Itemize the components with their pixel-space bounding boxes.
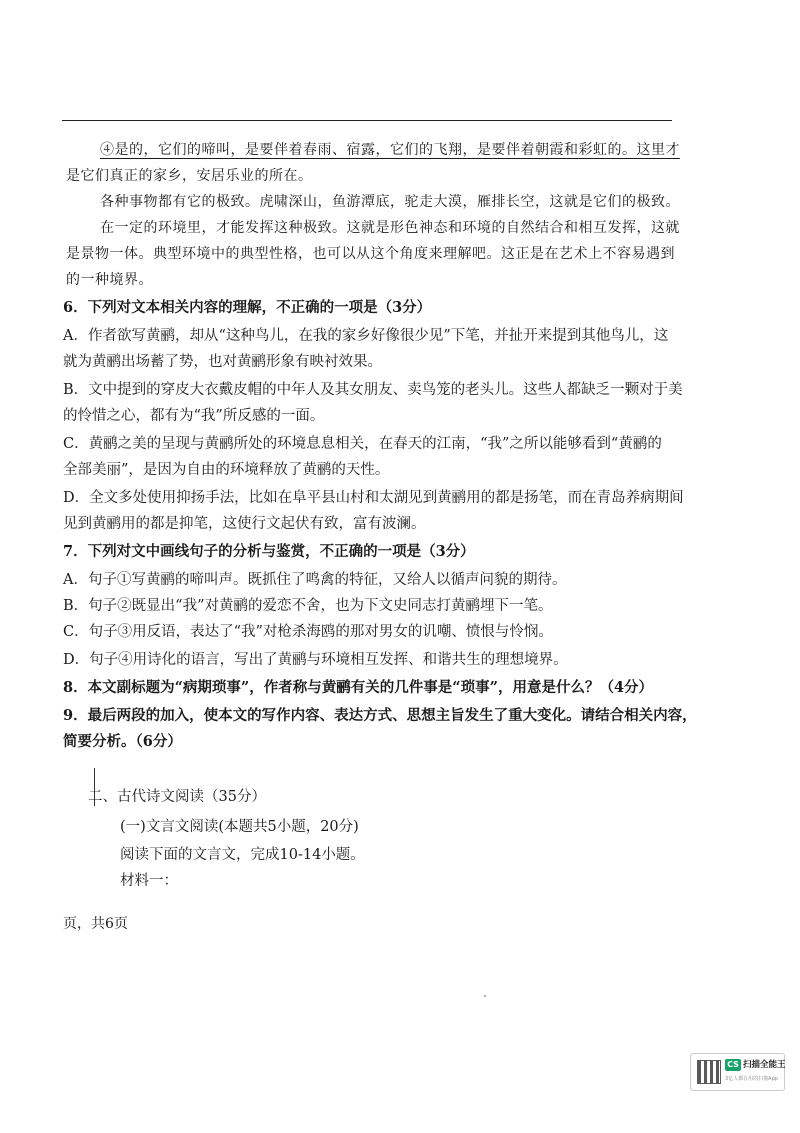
q6-option-a-line2: 就为黄鹂出场蓄了势，也对黄鹂形象有映衬效果。 <box>63 354 382 370</box>
q6-option-b-line2: 的怜惜之心，都有为“我”所反感的一面。 <box>63 408 325 424</box>
passage-p3-line1: 在一定的环境里，才能发挥这种极致。这就是形色神态和环境的自然结合和相互发挥，这就 <box>100 220 680 236</box>
q8-stem: 8．本文副标题为“病期琐事”，作者称与黄鹂有关的几件事是“琐事”，用意是什么？（4分） <box>63 679 654 696</box>
passage-p2-line1: 各种事物都有它的极致。虎啸深山，鱼游潭底，驼走大漠，雁排长空，这就是它们的极致。 <box>100 194 680 210</box>
section2-instruction: 阅读下面的文言文，完成10-14小题。 <box>120 847 365 863</box>
scanner-watermark <box>690 1053 785 1091</box>
q7-stem: 7．下列对文中画线句子的分析与鉴赏，不正确的一项是（3分） <box>63 543 475 560</box>
q6-option-c-line2: 全部美丽”，是因为自由的环境释放了黄鹂的天性。 <box>63 462 390 478</box>
scanner-app-name: 扫描全能王 <box>743 1060 786 1070</box>
q6-stem: 6．下列对文本相关内容的理解，不正确的一项是（3分） <box>63 299 432 316</box>
section2-material-label: 材料一： <box>120 873 178 889</box>
page-footer: 页，共6页 <box>63 916 128 932</box>
section2-subtitle: (一)文言文阅读(本题共5小题，20分) <box>120 819 359 835</box>
q6-option-d-line2: 见到黄鹂用的都是抑笔，这使行文起伏有致，富有波澜。 <box>63 516 426 532</box>
passage-p3-line2: 是景物一体。典型环境中的典型性格，也可以从这个角度来理解吧。这正是在艺术上不容易遇到 <box>66 246 675 262</box>
qr-code-icon <box>697 1060 721 1084</box>
passage-p1-line1 <box>100 140 680 160</box>
header-rule <box>62 120 672 121</box>
q7-option-c: C．句子③用反语，表达了“我”对枪杀海鸥的那对男女的讥嘲、愤恨与怜悯。 <box>63 624 553 640</box>
q7-option-d: D．句子④用诗化的语言，写出了黄鹂与环境相互发挥、和谐共生的理想境界。 <box>63 652 568 668</box>
scanner-app-tagline: 3亿人都在用的扫描App <box>725 1076 778 1082</box>
q9-stem-line2: 简要分析。（6分） <box>63 733 182 750</box>
q7-option-a: A．句子①写黄鹂的啼叫声。既抓住了鸣禽的特征，又给人以循声问貌的期待。 <box>63 572 567 588</box>
passage-p1-line2: 是它们真正的家乡，安居乐业的所在。 <box>66 168 313 184</box>
camscanner-badge: CS <box>725 1059 741 1071</box>
scan-speck <box>484 995 486 997</box>
section2-title: 二、古代诗文阅读（35分） <box>88 789 266 805</box>
q6-option-a-line1: A．作者欲写黄鹂，却从“这种鸟儿，在我的家乡好像很少见”下笔，并扯开来提到其他鸟儿，这 <box>63 328 669 344</box>
underlined-sentence-4: ④是的，它们的啼叫，是要伴着春雨、宿露，它们的飞翔，是要伴着朝霞和彩虹的。这里才 <box>100 142 680 158</box>
q6-option-d-line1: D．全文多处使用抑扬手法，比如在阜平县山村和太湖见到黄鹂用的都是扬笔，而在青岛养病期间 <box>63 490 684 506</box>
q7-option-b: B．句子②既显出“我”对黄鹂的爱恋不舍，也为下文史同志打黄鹂埋下一笔。 <box>63 598 553 614</box>
q9-stem-line1: 9．最后两段的加入，使本文的写作内容、表达方式、思想主旨发生了重大变化。请结合相关内容， <box>63 707 697 724</box>
q6-option-c-line1: C．黄鹂之美的呈现与黄鹂所处的环境息息相关，在春天的江南，“我”之所以能够看到“黄鹂的 <box>63 436 662 452</box>
passage-p3-line3: 的一种境界。 <box>66 272 153 288</box>
q6-option-b-line1: B．文中提到的穿皮大衣戴皮帽的中年人及其女朋友、卖鸟笼的老头儿。这些人都缺乏一颗对于美 <box>63 382 683 398</box>
